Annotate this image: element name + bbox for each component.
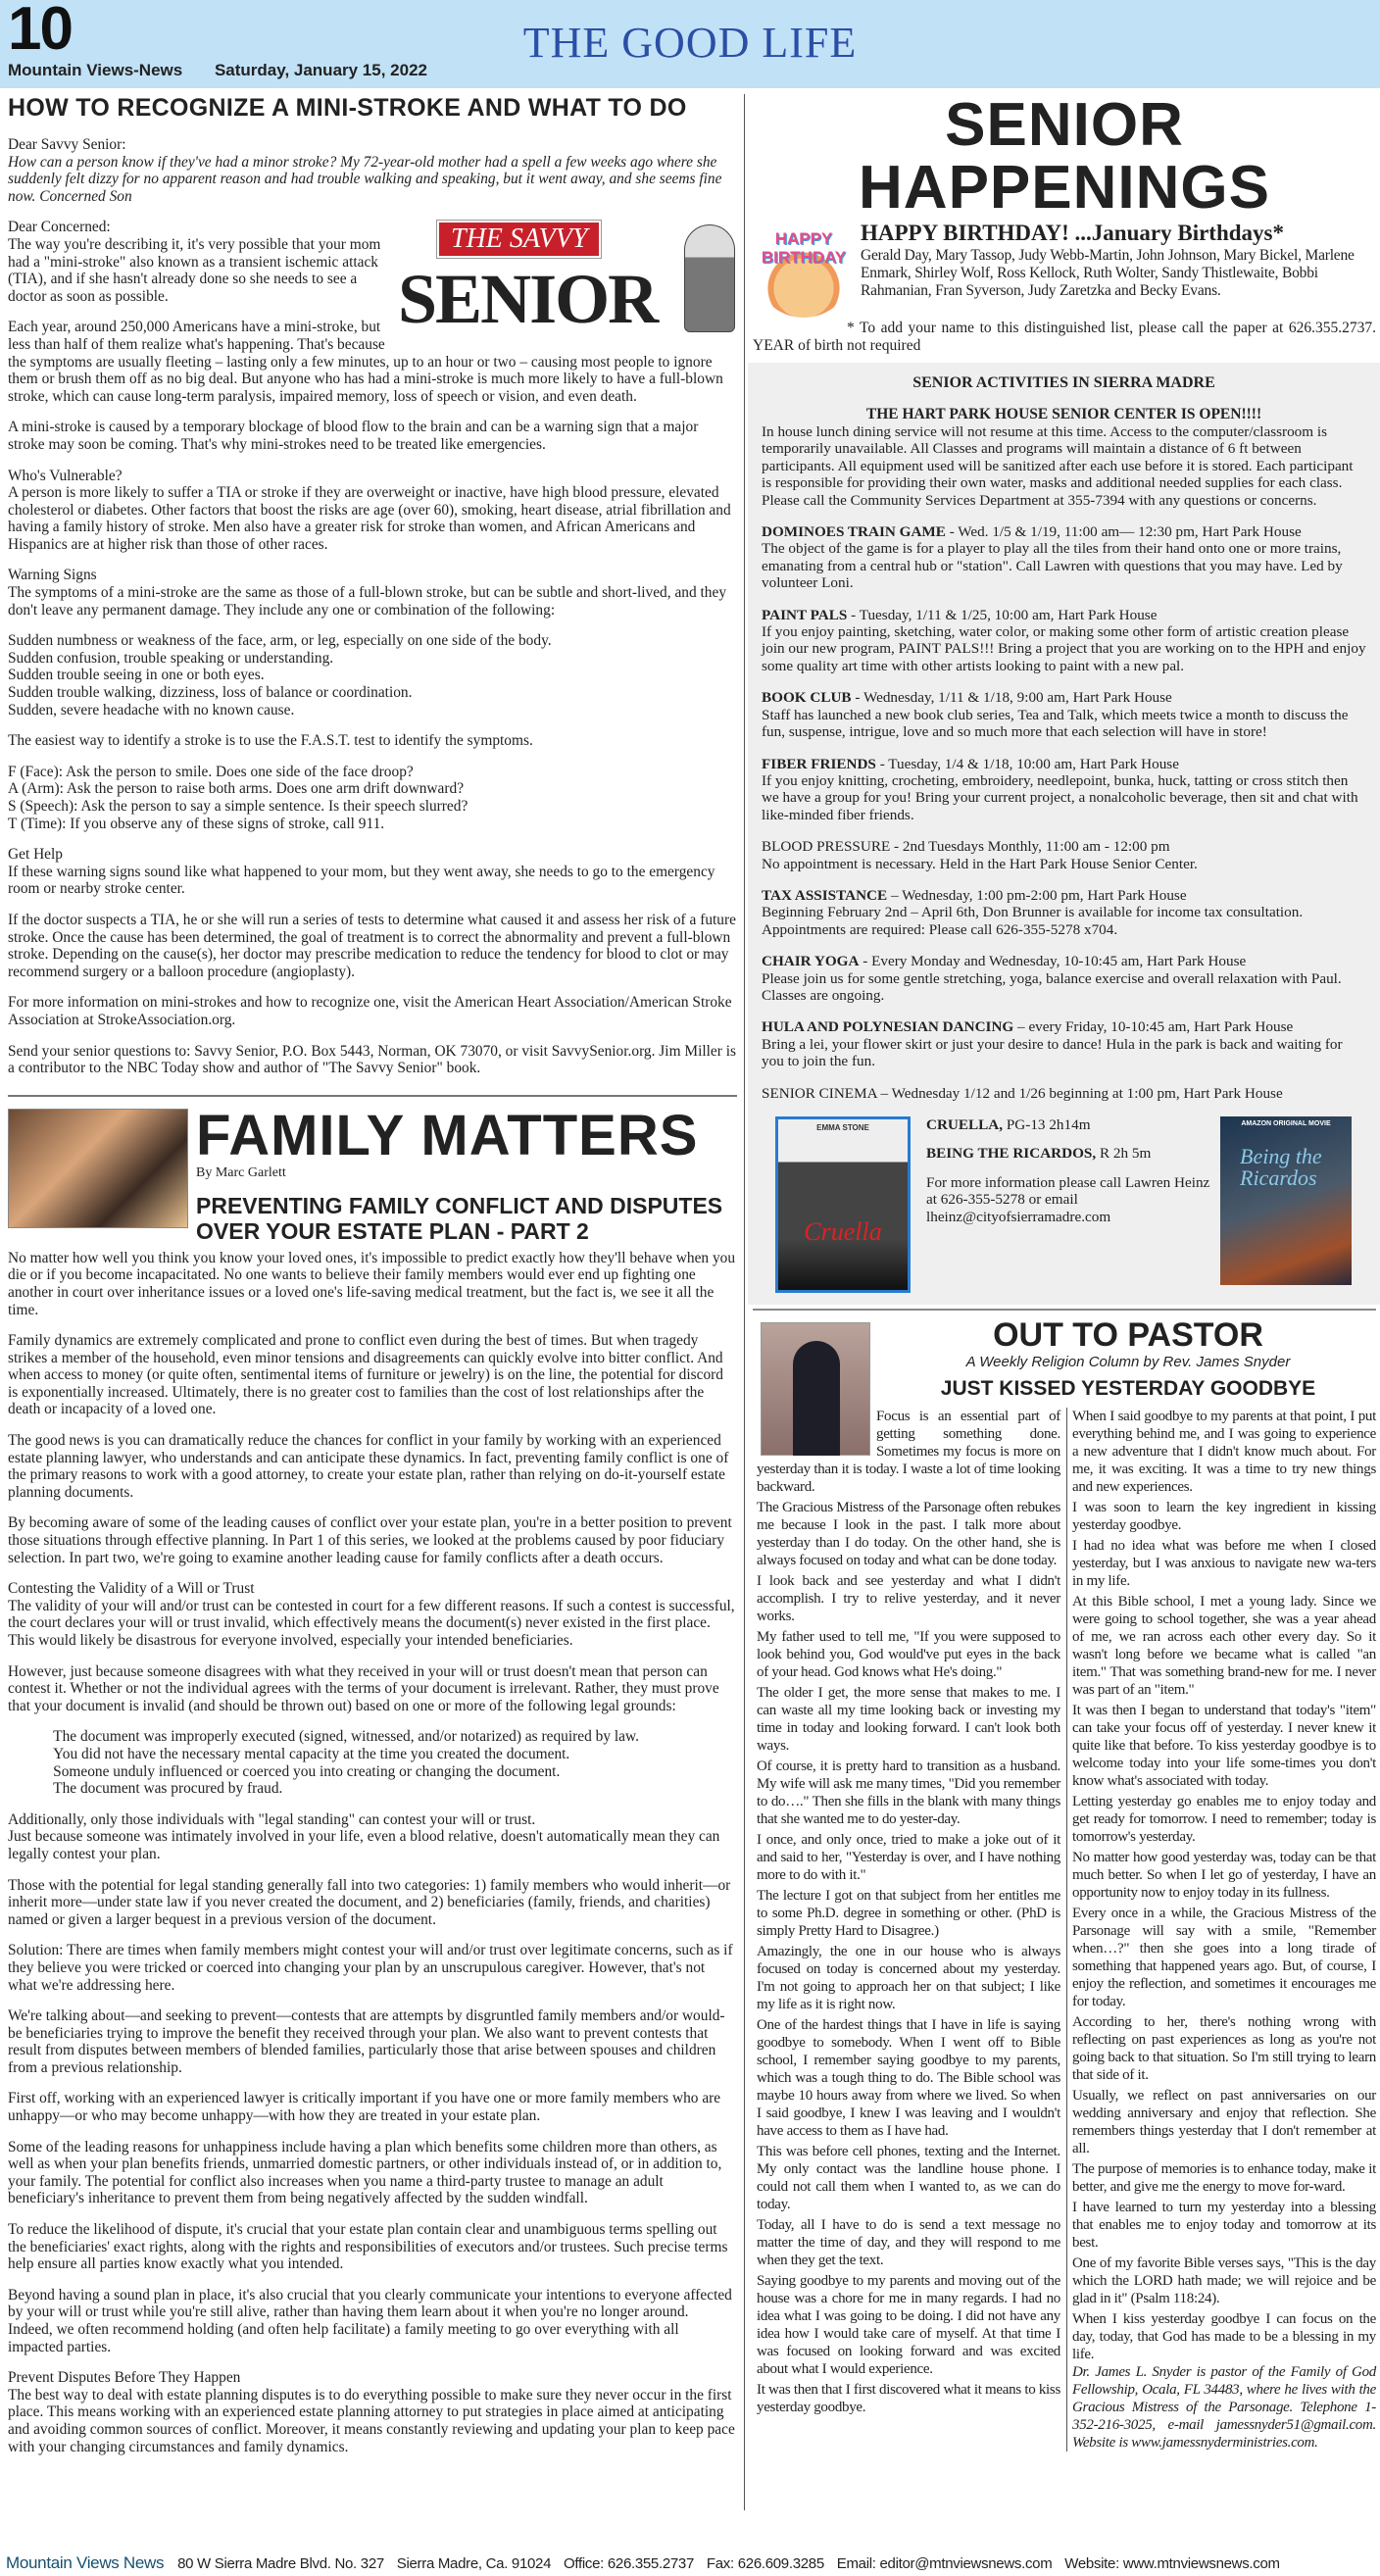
- item-title: HULA AND POLYNESIAN DANCING: [762, 1018, 1014, 1036]
- paragraph: Who's Vulnerable? A person is more likely to suffer a TIA or stroke if they are overweight or inactive, have high blood pressure, elevated cholesterol or diabetes. Other factors that boost the risks are age (over 60), smoking, heart disease, atrial fibrillation and having a family history of stroke. Men also have a greater risk for stroke than women, and African Americans and Hispanics are at higher risk than those of other races.: [8, 467, 731, 553]
- column-title: OUT TO PASTOR: [993, 1316, 1263, 1354]
- footer-website[interactable]: Website: www.mtnviewsnews.com: [1064, 2555, 1280, 2572]
- item-title: PAINT PALS: [762, 606, 848, 623]
- masthead: [8, 61, 455, 80]
- paragraph: I had no idea what was before me when I closed yesterday, but I was anxious to navigate new wa-ters in my life.: [1072, 1538, 1376, 1589]
- column-kicker: A Weekly Religion Column by Rev. James Snyder: [965, 1354, 1291, 1370]
- issue-date: Saturday, January 15, 2022: [214, 61, 427, 79]
- birthday-names: Gerald Day, Mary Tassop, Judy Webb-Martin, John Johnson, Mary Bickel, Marlene Enmark, Shirley Wolf, Ross Kellock, Ruth Wolter, Sandy Thistlewaite, Bobbi Rahmanian, Fran Syverson, Judy Zaretzka and Becky Evans.: [861, 247, 1355, 299]
- movie-1: [926, 1116, 1210, 1133]
- page-header: [0, 0, 1380, 88]
- footer-brand: Mountain Views News: [6, 2553, 165, 2572]
- paragraphs: [757, 1408, 1376, 2452]
- reader-question: How can a person know if they've had a minor stroke? My 72-year-old mother had a spell a few weeks ago where she suddenly felt dizzy for no apparent reason and had trouble walking and speaking, but it went away, and she seems fine now. Concerned Son: [8, 153, 722, 205]
- paragraph: Contesting the Validity of a Will or Trust The validity of your will and/or trust can be contested in court for a few different reasons. If such a contest is successful, the court declares your will or trust invalid, which effectively means the document(s) never existed in the first place. This would likely be disastrous for everyone involved, especially your intended beneficiaries.: [8, 1580, 735, 1649]
- paragraph: [762, 756, 1366, 824]
- family-matters-article: [8, 1103, 737, 2455]
- paragraph: [762, 838, 1366, 872]
- left-column: [8, 94, 737, 2469]
- paragraph: The easiest way to identify a stroke is to use the F.A.S.T. test to identify the symptoms.: [8, 732, 533, 750]
- paragraph: Solution: There are times when family members might contest your will and/or trust over legitimate concerns, such as if they believe you were tricked or coerced into changing your plan by an unscrupulous caregiver. However, that's not what we're addressing here.: [8, 1942, 733, 1994]
- paragraph: According to her, there's nothing wrong with reflecting on past experiences as long as you're not going back to that situation. So I'm still trying to learn that side of it.: [1072, 2014, 1376, 2083]
- paragraph: By becoming aware of some of the leading causes of conflict over your estate plan, you're in a better position to prevent those situations through effective planning. In Part 1 of this series, we looked at the problems caused by poor fiduciary selection. In part two, we're going to examine another leading cause for family conflicts after a death occurs.: [8, 1514, 732, 1566]
- item-text: - Wednesday, 1/11 & 1/18, 9:00 am, Hart Park House Staff has launched a new book club series, Tea and Talk, which meets twice a month to discuss the fun, suspense, intrigue, love and so much more that each selection will have in store!: [762, 689, 1349, 741]
- paragraph: First off, working with an experienced lawyer is critically important if you have one or more family members who are unhappy—or who may become unhappy—with how they are treated in your estate plan.: [8, 2090, 721, 2125]
- family-matters-header: [8, 1103, 737, 1250]
- item-text: – Wednesday, 1:00 pm-2:00 pm, Hart Park House Beginning February 2nd – April 6th, Don Brunner is available for income tax consultation. Appointments are required: Please call 626-355-5278 x704.: [762, 886, 1304, 938]
- paragraph: When I kiss yesterday goodbye I can focus on the day, today, that God has made to be a blessing in my life.: [1072, 2311, 1376, 2362]
- paragraph: The good news is you can dramatically reduce the chances for conflict in your family by working with an experienced estate planning lawyer, who understands and can anticipate these dynamics. In fact, preventing family conflict is one of the primary reasons to work with a good attorney, to create your estate plan, rather than relying on do-it-yourself estate planning documents.: [8, 1432, 729, 1501]
- cartoon-man-icon: [684, 224, 735, 332]
- footer-address: 80 W Sierra Madre Blvd. No. 327: [177, 2555, 384, 2572]
- item-title: DOMINOES TRAIN GAME: [762, 523, 946, 541]
- paragraph: Usually, we reflect on past anniversaries on our wedding anniversary and enjoy that reflection. She remembers things yesterday that I don't remember at all.: [1072, 2088, 1376, 2156]
- paragraph: For more information on mini-strokes and how to recognize one, visit the American Heart Association/American Stroke Association at StrokeAssociation.org.: [8, 994, 732, 1028]
- paragraph: The document was improperly executed (signed, witnessed, and/or notarized) as required by law. You did not have the necessary mental capacity at the time you created the document. Someone unduly influenced or coerced you into creating or changing the document. The document was procured by fraud.: [53, 1728, 639, 1798]
- birthday-cake-image: [755, 220, 853, 318]
- paragraph: It was then I began to understand that today's "item" can take your focus off of yesterday. I never knew it quite like that before. To kiss yesterday goodbye is to welcome today into your life some-times you don't know what's associated with today.: [1072, 1703, 1376, 1789]
- paragraph: I have learned to turn my yesterday into a blessing that enables me to enjoy today and tomorrow at its best.: [1072, 2200, 1376, 2251]
- paragraph: The lecture I got on that subject from her entitles me to some Ph.D. degree in something or other. (PhD is simply Pretty Hard to Disagree.): [757, 1888, 1060, 1939]
- paragraph: Send your senior questions to: Savvy Senior, P.O. Box 5443, Norman, OK 73070, or visit SavvySenior.org. Jim Miller is a contributor to the NBC Today show and author of "The Savvy Senior" book.: [8, 1042, 736, 1077]
- footer-fax: Fax: 626.609.3285: [706, 2555, 824, 2572]
- paragraph: Family dynamics are extremely complicated and prone to conflict even during the best of times. But when tragedy strikes a member of the household, even minor tensions and disagreements can quickly evolve into bitter conflict. And when access to money (or quite often, sentimental items of furniture or jewelry) is on the line, the potential for discord is exponentially increased. Ultimately, there is no greater cost to families than the cost of lost relationships after the death or incapacity of a loved one.: [8, 1332, 723, 1418]
- paragraph: I was soon to learn the key ingredient in kissing yesterday goodbye.: [1072, 1500, 1376, 1533]
- paragraph: This was before cell phones, texting and the Internet. My only contact was the landline house phone. I could not call them when I wanted to, as we can do today.: [757, 2144, 1060, 2212]
- poster-text: AMAZON ORIGINAL MOVIE: [1241, 1120, 1331, 1127]
- paragraph: It was then that I first discovered what it means to kiss yesterday goodbye.: [757, 2382, 1060, 2415]
- paragraph: We're talking about—and seeking to prevent—contests that are attempts by disgruntled family members and/or would-be beneficiaries trying to improve the benefit they received through your plan. We also want to prevent contests that result from disputes between members of blended families, particularly those that arise between spouses and children from a previous relationship.: [8, 2007, 725, 2076]
- paper-name: Mountain Views-News: [8, 61, 183, 79]
- paragraph: Letting yesterday go enables me to enjoy today and get ready for tomorrow. I need to remember; today is tomorrow's yesterday.: [1072, 1794, 1376, 1845]
- paragraph: F (Face): Ask the person to smile. Does one side of the face droop? A (Arm): Ask the person to raise both arms. Does one arm drift downward? S (Speech): Ask the person to say a simple sentence. Is their speech slurred? T (Time): If you observe any of these signs of stroke, call 911.: [8, 763, 468, 832]
- poster-text: EMMA STONE: [816, 1123, 869, 1132]
- photo-spacer: [757, 1408, 876, 1461]
- divider: [8, 1095, 737, 1097]
- column-divider: [744, 94, 745, 2510]
- paragraph: Warning Signs The symptoms of a mini-stroke are the same as those of a full-blown stroke, but can be subtle and short-lived, and they don't leave any permanent damage. They include any one or combination of the following:: [8, 567, 727, 619]
- paragraph: [762, 607, 1366, 675]
- footer-email[interactable]: Email: editor@mtnviewsnews.com: [836, 2555, 1053, 2572]
- footer-city: Sierra Madre, Ca. 91024: [396, 2555, 552, 2572]
- article-body: [753, 1408, 1376, 2452]
- paragraph: When I said goodbye to my parents at that point, I put everything behind me, and I was going to experience a new adventure that I didn't know much about. For me, it was exciting. It was a time to try new things and new experiences.: [1072, 1409, 1376, 1495]
- paragraph: Amazingly, the one in our house who is always focused on today is concerned about my yesterday. I'm not going to approach her on that subject; I like my life as it is right now.: [757, 1944, 1060, 2012]
- item-text: – every Friday, 10-10:45 am, Hart Park House Bring a lei, your flower skirt or just your desire to dance! Hula in the park is back and waiting for you to join the fun.: [762, 1018, 1343, 1070]
- article-subtitle: JUST KISSED YESTERDAY GOODBYE: [940, 1377, 1316, 1400]
- paragraph: I look back and see yesterday and what I didn't accomplish. I try to relive yesterday, and it never works.: [757, 1573, 1060, 1624]
- paragraph: If the doctor suspects a TIA, he or she will run a series of tests to determine what caused it and assess her risk of a future stroke. Once the cause has been determined, the goal of treatment is to correct the abnormality and prevent a full-blown stroke. Depending on the cause(s), her doctor may prescribe medication to reduce the tendency for blood to clot or may recommend surgery or a balloon procedure (angioplasty).: [8, 911, 736, 980]
- item-title: TAX ASSISTANCE: [762, 886, 888, 904]
- article-subtitle: PREVENTING FAMILY CONFLICT AND DISPUTES OVER YOUR ESTATE PLAN - PART 2: [196, 1192, 723, 1244]
- item-title: FIBER FRIENDS: [762, 755, 876, 772]
- right-column: [753, 91, 1376, 2452]
- paragraph: [762, 689, 1366, 740]
- item-text: - Tuesday, 1/11 & 1/25, 10:00 am, Hart Park House If you enjoy painting, sketching, water color, or making some other form of artistic creation please join our new program, PAINT PALS!!! Bring a project that you are working on to the HPH and enjoy some quality art time with other artists looking to paint with a new pal.: [762, 606, 1366, 674]
- paragraph: Of course, it is pretty hard to transition as a husband. My wife will ask me many times, "Did you remember to do…." Then she fills in the blank with many things that she wanted me to do yester-day.: [757, 1759, 1060, 1827]
- paragraph: Dear Concerned: The way you're describing it, it's very possible that your mom had a "mini-stroke" also known as a transient ischemic attack (TIA), and if she hasn't already done so she needs to see a doctor as soon as possible.: [8, 219, 381, 305]
- cake-text: HAPPY BIRTHDAY: [761, 229, 847, 267]
- section-title: THE GOOD LIFE: [522, 19, 858, 67]
- paragraph: Get Help If these warning signs sound like what happened to your mom, but they went away, she needs to go to the emergency room or nearby stroke center.: [8, 846, 715, 898]
- article-body: [8, 1250, 737, 2455]
- paragraph: Every once in a while, the Gracious Mistress of the Parsonage will say with a smile, "Remember when…?" then she goes into a long tirade of something that happened years ago. But, of course, I enjoy the reflection, and sometimes it encourages me for today.: [1072, 1906, 1376, 2009]
- movie-title: CRUELLA,: [926, 1116, 1004, 1133]
- paragraph: Each year, around 250,000 Americans have a mini-stroke, but less than half of them realize what's happening. That's because the symptoms are usually fleeting – lasting only a few minutes, up to an hour or two – causing most people to ignore them or brush them off as no big deal. But anyone who has had a mini-stroke is much more likely to have a full-blown stroke, which can cause long-term paralysis, impaired memory, loss of speech or vision, and even death.: [8, 319, 723, 405]
- item-text: - Wed. 1/5 & 1/19, 11:00 am— 12:30 pm, Hart Park House The object of the game is for a player to play all the tiles from their hand onto one or more trains, emanating from a central hub or "station". Call Lawren with questions that you may have. Led by volunteer Loni.: [762, 523, 1343, 592]
- open-text: In house lunch dining service will not resume at this time. Access to the computer/classroom is temporarily unavailable. All Classes and programs will maintain a distance of 6 ft between participants. All equipment used will be sanitized after each use before it is stored. Each participant is responsible for providing their own water, masks and additional needed supplies for each class. Please call the Community Services Department at 355-7394 with any questions or concerns.: [762, 423, 1354, 509]
- paragraph: I once, and only once, tried to make a joke out of it and said to her, "Yesterday is over, and I have nothing more to do with it.": [757, 1832, 1060, 1883]
- poster-title: Cruella: [804, 1217, 882, 1246]
- page-number: 10: [8, 0, 72, 63]
- paragraph: Beyond having a sound plan in place, it's also crucial that you clearly communicate your intentions to everyone affected by your will or trust while you're still alive, rather than having them learn about it when you're no longer around. Indeed, we often recommend holding (and often help facilitate) a family meeting to go over everything with all impacted parties.: [8, 2286, 732, 2355]
- footer-office: Office: 626.355.2737: [564, 2555, 695, 2572]
- ricardos-poster: [1220, 1116, 1352, 1285]
- poster-title: Being the Ricardos: [1240, 1144, 1322, 1190]
- paragraph: To reduce the likelihood of dispute, it's crucial that your estate plan contain clear and unambiguous terms spelling out the beneficiaries' exact rights, along with the rights and responsibilities of executors and/or trustees. Such precise terms help ensure all parties know exactly what you intended.: [8, 2221, 728, 2273]
- mini-stroke-article: [8, 94, 737, 1095]
- paragraph: [762, 1018, 1366, 1069]
- paragraph: Additionally, only those individuals with "legal standing" can contest your will or trust. Just because someone was intimately involved in your life, even a blood relative, doesn't automatically mean they can legally contest your plan.: [8, 1810, 720, 1862]
- movie-2: [926, 1145, 1210, 1162]
- paragraph: A mini-stroke is caused by a temporary blockage of blood flow to the brain and can be a warning sign that a major stroke may soon be coming. That's why mini-strokes need to be treated like emergencies.: [8, 419, 699, 453]
- item-title: BOOK CLUB: [762, 689, 852, 707]
- paragraph: Sudden numbness or weakness of the face, arm, or leg, especially on one side of the body. Sudden confusion, trouble speaking or understanding. Sudden trouble seeing in one or both eyes. Sudden trouble walking, dizziness, loss of balance or coordination. Sudden, severe headache with no known cause.: [8, 632, 552, 718]
- movie-info: R 2h 5m: [1096, 1145, 1152, 1163]
- paragraph: [762, 953, 1366, 1004]
- movie-info: PG-13 2h14m: [1003, 1116, 1091, 1133]
- cruella-poster: [775, 1116, 911, 1293]
- birthday-note: * To add your name to this distinguished list, please call the paper at 626.355.2737. YEAR of birth not required: [753, 320, 1376, 354]
- item-title: CHAIR YOGA: [762, 953, 860, 970]
- page-footer: [0, 2553, 1380, 2573]
- paragraph: No matter how well you think you know your loved ones, it's impossible to predict exactly how they'll behave when you die or if you become incapacitated. No one wants to believe their family members would ever end up fighting one another in court over inheritance issues or a loved one's life-saving medical treatment, but the fact is, we see it all the time.: [8, 1249, 736, 1318]
- paragraph: The Gracious Mistress of the Parsonage often rebukes me because I look in the past. I talk more about yesterday than I do today. On the other hand, she is always focused on today and what can be done today.: [757, 1500, 1060, 1568]
- item-text: - Every Monday and Wednesday, 10-10:45 am, Hart Park House Please join us for some gentle stretching, yoga, balance exercise and overall relaxation with Paul. Classes are ongoing.: [762, 953, 1342, 1004]
- paragraph: However, just because someone disagrees with what they received in your will or trust doesn't mean that person can contest it. Whether or not the individual agrees with the terms of your document is irrelevant. Rather, they must prove that your document is invalid (and should be thrown out) based on one or more of the following legal grounds:: [8, 1662, 719, 1714]
- divider: [753, 1309, 1376, 1311]
- paragraph: Those with the potential for legal standing generally fall into two categories: 1) family members who would inherit—or inherit more—under state law if you never created the document, and 2) beneficiaries (family, friends, and charities) named or given a larger bequest in a previous version of the document.: [8, 1876, 731, 1928]
- logo-main: SENIOR: [398, 260, 658, 339]
- activities-heading: SENIOR ACTIVITIES IN SIERRA MADRE: [912, 374, 1215, 391]
- salutation: Dear Savvy Senior:: [8, 136, 126, 153]
- movie-title: BEING THE RICARDOS,: [926, 1145, 1097, 1163]
- family-photo: [8, 1109, 188, 1228]
- birthday-section: [753, 220, 1376, 355]
- paragraph: Prevent Disputes Before They Happen The best way to deal with estate planning disputes is to do everything possible to make sure they never occur in the first place. This means working with an experienced estate planning attorney to put strategies in place aimed at anticipating and avoiding common sources of conflict. Moreover, it means constantly reviewing and updating your plan to keep pace with your changing circumstances and family dynamics.: [8, 2369, 735, 2455]
- paragraph: [762, 1085, 1366, 1102]
- paragraph: One of the hardest things that I have in life is saying goodbye to somebody. When I went off to Bible school, I remember saying goodbye to my parents, which was a tough thing to do. The Bible school was maybe 10 hours away from where we lived. So when I said goodbye, I knew I was leaving and I wouldn't have access to them as I have had.: [757, 2017, 1060, 2139]
- paragraph: The older I get, the more sense that makes to me. I can waste all my time looking back or investing my time in today and looking forward. I can't look both ways.: [757, 1685, 1060, 1754]
- out-to-pastor-article: [753, 1309, 1376, 2452]
- activities-list: [762, 523, 1366, 1102]
- item-text: SENIOR CINEMA – Wednesday 1/12 and 1/26 beginning at 1:00 pm, Hart Park House: [762, 1084, 1283, 1102]
- open-heading: THE HART PARK HOUSE SENIOR CENTER IS OPEN!!!!: [865, 406, 1262, 422]
- article-body: [8, 219, 737, 1076]
- paragraph: Focus is an essential part of getting something done. Sometimes my focus is more on yesterday than it is today. I waste a lot of time looking backward.: [757, 1409, 1060, 1495]
- savvy-senior-logo: [398, 221, 741, 340]
- paragraph: [762, 523, 1366, 592]
- author-bio: Dr. James L. Snyder is pastor of the Family of God Fellowship, Ocala, FL 34483, where he lives with the Gracious Mistress of the Parsonage. Telephone 1-352-216-3025, e-mail jamessnyder51@gmail.com. Website is www.jamessnyderministries.com.: [1072, 2364, 1376, 2451]
- logo-banner: THE SAVVY: [437, 221, 601, 258]
- contact-info: For more information please call Lawren Heinz at 626-355-5278 or email lheinz@cityofsierramadre.com: [926, 1173, 1210, 1225]
- paragraph: One of my favorite Bible verses says, "This is the day which the LORD hath made; we will rejoice and be glad in it" (Psalm 118:24).: [1072, 2255, 1376, 2306]
- byline: By Marc Garlett: [196, 1164, 286, 1180]
- senior-activities-box: [748, 363, 1380, 1305]
- item-text: BLOOD PRESSURE - 2nd Tuesdays Monthly, 11:00 am - 12:00 pm No appointment is necessary. Held in the Hart Park House Senior Center.: [762, 838, 1198, 872]
- paragraph: [762, 887, 1366, 938]
- column-title: FAMILY MATTERS: [196, 1103, 699, 1167]
- article-title: HOW TO RECOGNIZE A MINI-STROKE AND WHAT TO DO: [8, 94, 687, 122]
- senior-cinema: [762, 1116, 1366, 1297]
- birthday-heading: HAPPY BIRTHDAY! ...January Birthdays*: [861, 221, 1284, 245]
- item-text: - Tuesday, 1/4 & 1/18, 10:00 am, Hart Park House If you enjoy knitting, crocheting, embroidery, needlepoint, bunka, huck, tatting or cross stitch then we have a group for you! Bring your current project, a nonalcoholic beverage, then sit and chat with like-minded fiber friends.: [762, 755, 1358, 823]
- paragraph: No matter how good yesterday was, today can be that much better. So when I let go of yesterday, I have an opportunity now to enjoy today in its fullness.: [1072, 1850, 1376, 1901]
- paragraph: At this Bible school, I met a young lady. Since we were going to school together, she was a year ahead of me, we ran across each other every day. So it wasn't long before we became what is called "an item." That was something brand-new for me. I never was part of an "item.": [1072, 1594, 1376, 1698]
- paragraph: My father used to tell me, "If you were supposed to look behind you, God would've put eyes in the back of your head. God knows what He's doing.": [757, 1629, 1060, 1680]
- paragraph: Some of the leading reasons for unhappiness include having a plan which benefits some children more than others, as well as when your plan benefits friends, unmarried domestic partners, or other individuals instead of, or in addition to, your family. The potential for conflict also increases when you name a third-party trustee to manage an adult beneficiary's inheritance to prevent them from being negatively affected by the sudden windfall.: [8, 2138, 722, 2207]
- cinema-info: [926, 1116, 1210, 1237]
- paragraph: The purpose of memories is to enhance today, make it better, and give me the energy to move for-ward.: [1072, 2161, 1376, 2195]
- senior-happenings-title: SENIOR HAPPENINGS: [859, 91, 1270, 222]
- paragraph: Today, all I have to do is send a text message no matter the time of day, and they will respond to me when they get the text.: [757, 2217, 1060, 2268]
- paragraph: Saying goodbye to my parents and moving out of the house was a chore for me in many regards. I had no idea what I was going to be doing. I did not have any idea how I would take care of myself. At that time I was focused on looking forward and was excited about what I would experience.: [757, 2273, 1060, 2377]
